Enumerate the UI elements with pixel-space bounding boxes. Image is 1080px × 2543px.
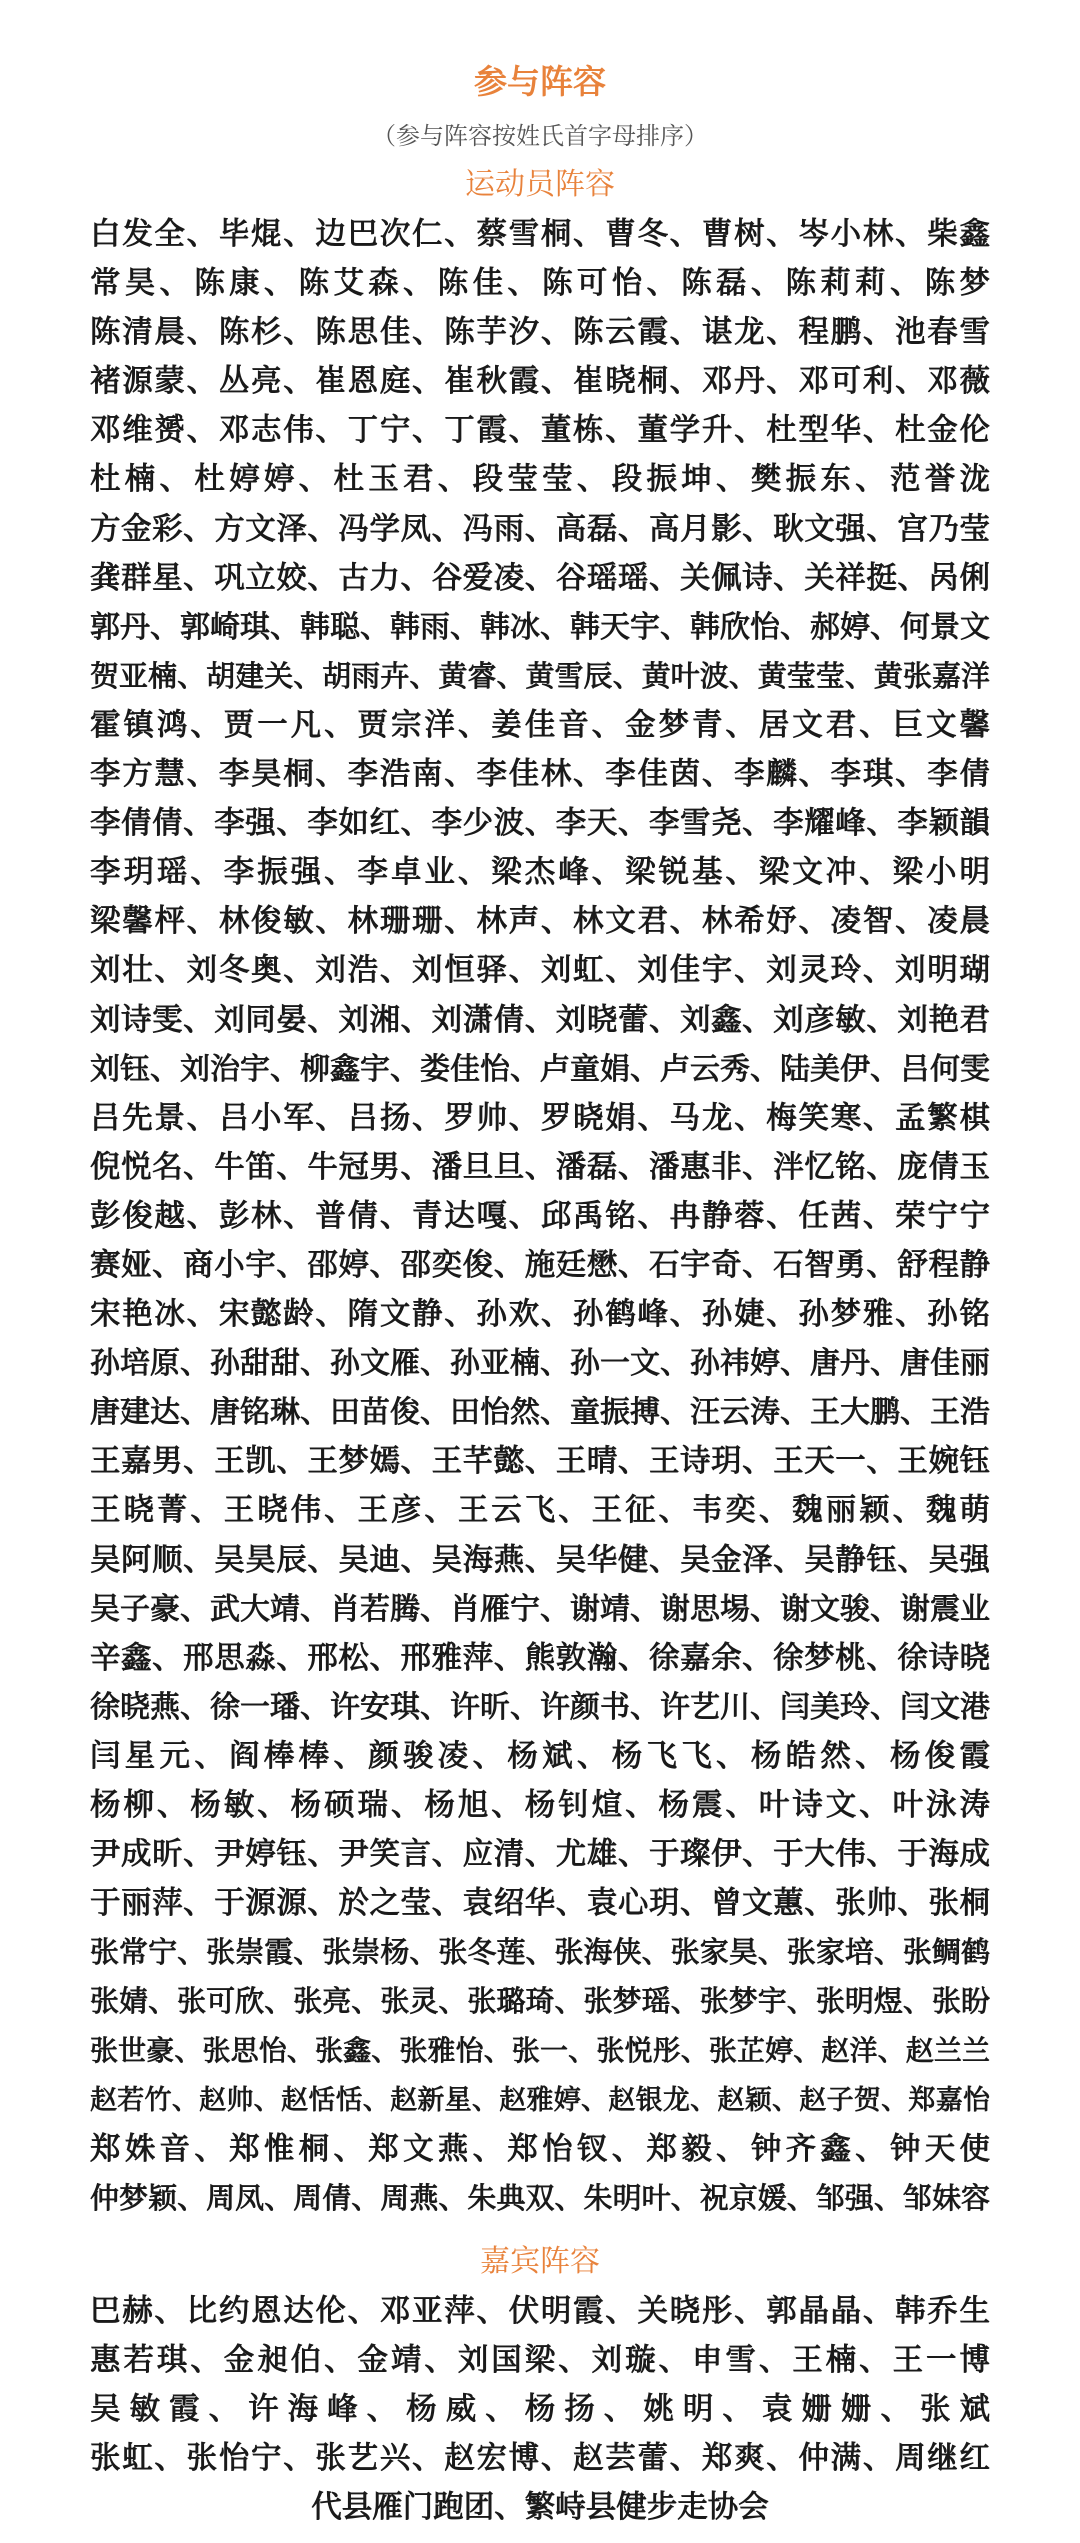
athlete-name-line: 陈清晨、陈杉、陈思佳、陈芋汐、陈云霞、谌龙、程鹏、池春雪 [90, 315, 990, 351]
athlete-name-line: 徐晓燕、徐一璠、许安琪、许昕、许颜书、许艺川、闫美玲、闫文港 [90, 1689, 990, 1725]
athlete-name-line: 辛鑫、邢思淼、邢松、邢雅萍、熊敦瀚、徐嘉余、徐梦桃、徐诗晓 [90, 1640, 990, 1676]
section-gap [0, 2223, 1080, 2237]
athlete-name-line: 刘壮、刘冬奥、刘浩、刘恒驿、刘虹、刘佳宇、刘灵玲、刘明瑚 [90, 953, 990, 989]
athlete-name-line: 梁馨枰、林俊敏、林珊珊、林声、林文君、林希妤、凌智、凌晨 [90, 904, 990, 940]
guest-name-line: 惠若琪、金昶伯、金靖、刘国梁、刘璇、申雪、王楠、王一博 [90, 2342, 990, 2378]
athlete-name-line: 李玥瑶、李振强、李卓业、梁杰峰、梁锐基、梁文冲、梁小明 [90, 855, 990, 891]
athlete-name-line: 吴阿顺、吴昊辰、吴迪、吴海燕、吴华健、吴金泽、吴静钰、吴强 [90, 1542, 990, 1578]
athletes-section-title: 运动员阵容 [465, 167, 615, 202]
athlete-name-line: 尹成昕、尹婷钰、尹笑言、应清、尤雄、于璨伊、于大伟、于海成 [90, 1837, 990, 1873]
guests-list [90, 2287, 990, 2483]
athlete-name-line: 刘钰、刘治宇、柳鑫宇、娄佳怡、卢童娟、卢云秀、陆美伊、吕何雯 [90, 1051, 990, 1087]
athlete-name-line: 杜楠、杜婷婷、杜玉君、段莹莹、段振坤、樊振东、范誉泷 [90, 462, 990, 498]
guests-section-title: 嘉宾阵容 [480, 2243, 600, 2279]
athlete-name-line: 龚群星、巩立姣、古力、谷爱凌、谷瑶瑶、关佩诗、关祥挺、呙俐 [90, 560, 990, 596]
athlete-name-line: 王嘉男、王凯、王梦嫣、王芊懿、王晴、王诗玥、王天一、王婉钰 [90, 1444, 990, 1480]
athlete-name-line: 彭俊越、彭林、普倩、青达嘎、邱禹铭、冉静蓉、任茜、荣宁宁 [90, 1198, 990, 1234]
athlete-name-line: 郭丹、郭崎琪、韩聪、韩雨、韩冰、韩天宇、韩欣怡、郝婷、何景文 [90, 609, 990, 645]
athlete-name-line: 张婧、张可欣、张亮、张灵、张璐琦、张梦瑶、张梦宇、张明煜、张盼 [90, 1984, 990, 2019]
athletes-list [90, 210, 990, 2223]
athlete-name-line: 赵若竹、赵帅、赵恬恬、赵新星、赵雅婷、赵银龙、赵颖、赵子贺、郑嘉怡 [90, 2084, 990, 2116]
athlete-name-line: 郑姝音、郑惟桐、郑文燕、郑怡钗、郑毅、钟齐鑫、钟天使 [90, 2131, 990, 2167]
athlete-name-line: 吕先景、吕小军、吕扬、罗帅、罗晓娟、马龙、梅笑寒、孟繁棋 [90, 1100, 990, 1136]
athlete-name-line: 王晓菁、王晓伟、王彦、王云飞、王征、韦奕、魏丽颖、魏萌 [90, 1493, 990, 1529]
athlete-name-line: 张常宁、张崇霞、张崇杨、张冬莲、张海侠、张家昊、张家培、张鲷鹤 [90, 1935, 990, 1970]
athlete-name-line: 张世豪、张思怡、张鑫、张雅怡、张一、张悦彤、张芷婷、赵洋、赵兰兰 [90, 2034, 990, 2068]
athlete-name-line: 李倩倩、李强、李如红、李少波、李天、李雪尧、李耀峰、李颖韻 [90, 806, 990, 842]
athlete-name-line: 常昊、陈康、陈艾森、陈佳、陈可怡、陈磊、陈莉莉、陈梦 [90, 266, 990, 302]
athlete-name-line: 杨柳、杨敏、杨硕瑞、杨旭、杨钊煊、杨震、叶诗文、叶泳涛 [90, 1788, 990, 1823]
sort-note: （参与阵容按姓氏首字母排序） [372, 122, 708, 150]
athlete-name-line: 倪悦名、牛笛、牛冠男、潘旦旦、潘磊、潘惠非、泮忆铭、庞倩玉 [90, 1149, 990, 1185]
athlete-name-line: 闫星元、阎棒棒、颜骏凌、杨斌、杨飞飞、杨皓然、杨俊霞 [90, 1738, 990, 1774]
athlete-name-line: 仲梦颖、周凤、周倩、周燕、朱典双、朱明叶、祝京媛、邹强、邹妹容 [90, 2180, 990, 2215]
athlete-name-line: 孙培原、孙甜甜、孙文雁、孙亚楠、孙一文、孙祎婷、唐丹、唐佳丽 [90, 1346, 990, 1382]
guest-groups-line: 代县雁门跑团、繁峙县健步走协会 [311, 2490, 769, 2526]
guest-name-line: 巴赫、比约恩达伦、邓亚萍、伏明霞、关晓彤、郭晶晶、韩乔生 [90, 2293, 990, 2329]
guest-name-line: 吴敏霞、许海峰、杨威、杨扬、姚明、袁姗姗、张斌 [90, 2392, 990, 2428]
athlete-name-line: 白发全、毕焜、边巴次仁、蔡雪桐、曹冬、曹树、岑小林、柴鑫 [90, 217, 990, 252]
athlete-name-line: 刘诗雯、刘同晏、刘湘、刘潇倩、刘晓蕾、刘鑫、刘彦敏、刘艳君 [90, 1002, 990, 1038]
athlete-name-line: 唐建达、唐铭琳、田苗俊、田怡然、童振搏、汪云涛、王大鹏、王浩 [90, 1395, 990, 1431]
page-title: 参与阵容 [474, 62, 606, 101]
athlete-name-line: 李方慧、李昊桐、李浩南、李佳林、李佳茵、李麟、李琪、李倩 [90, 757, 990, 793]
athlete-name-line: 霍镇鸿、贾一凡、贾宗洋、姜佳音、金梦青、居文君、巨文馨 [90, 707, 990, 743]
athlete-name-line: 赛娅、商小宇、邵婷、邵奕俊、施廷懋、石宇奇、石智勇、舒程静 [90, 1247, 990, 1283]
athlete-name-line: 方金彩、方文泽、冯学凤、冯雨、高磊、高月影、耿文强、宫乃莹 [90, 511, 990, 547]
athlete-name-line: 于丽萍、于源源、於之莹、袁绍华、袁心玥、曾文蕙、张帅、张桐 [90, 1886, 990, 1922]
athlete-name-line: 吴子豪、武大靖、肖若腾、肖雁宁、谢靖、谢思埸、谢文骏、谢震业 [90, 1591, 990, 1627]
athlete-name-line: 褚源蒙、丛亮、崔恩庭、崔秋霞、崔晓桐、邓丹、邓可利、邓薇 [90, 364, 990, 400]
athlete-name-line: 宋艳冰、宋懿龄、隋文静、孙欢、孙鹤峰、孙婕、孙梦雅、孙铭 [90, 1297, 990, 1333]
athlete-name-line: 邓维赟、邓志伟、丁宁、丁霞、董栋、董学升、杜型华、杜金伦 [90, 413, 990, 449]
guest-name-line: 张虹、张怡宁、张艺兴、赵宏博、赵芸蕾、郑爽、仲满、周继红 [90, 2441, 990, 2477]
athlete-name-line: 贺亚楠、胡建关、胡雨卉、黄睿、黄雪辰、黄叶波、黄莹莹、黄张嘉洋 [90, 658, 990, 693]
